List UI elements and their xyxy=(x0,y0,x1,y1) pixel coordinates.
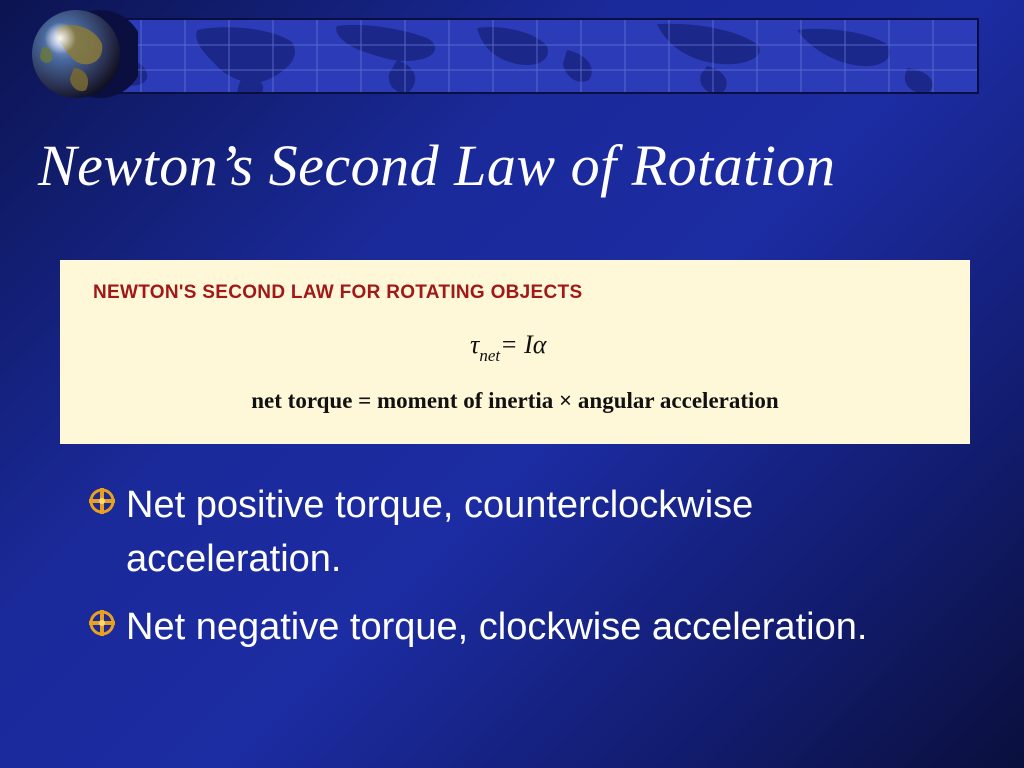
bullet-text: Net positive torque, counterclockwise acceleration. xyxy=(126,484,754,580)
compass-rose-icon xyxy=(88,609,116,637)
formula-equation xyxy=(470,330,547,365)
equation-rhs: = Iα xyxy=(500,330,547,359)
formula-words: net torque = moment of inertia × angular acceleration xyxy=(251,388,779,413)
formula-heading: NEWTON'S SECOND LAW FOR ROTATING OBJECTS xyxy=(93,282,583,303)
slide-title: Newton’s Second Law of Rotation xyxy=(38,133,836,198)
torque-subscript: net xyxy=(479,346,501,365)
globe-icon xyxy=(22,4,138,104)
compass-rose-icon xyxy=(88,487,116,515)
bullet-text: Net negative torque, clockwise acceleration. xyxy=(126,606,868,648)
world-map-graphic xyxy=(97,20,979,94)
torque-symbol: τ xyxy=(470,330,480,359)
bullet-item xyxy=(88,600,968,654)
world-map-banner xyxy=(95,18,979,94)
bullet-item xyxy=(88,478,968,586)
formula-box xyxy=(60,260,970,444)
bullet-list xyxy=(88,478,968,668)
